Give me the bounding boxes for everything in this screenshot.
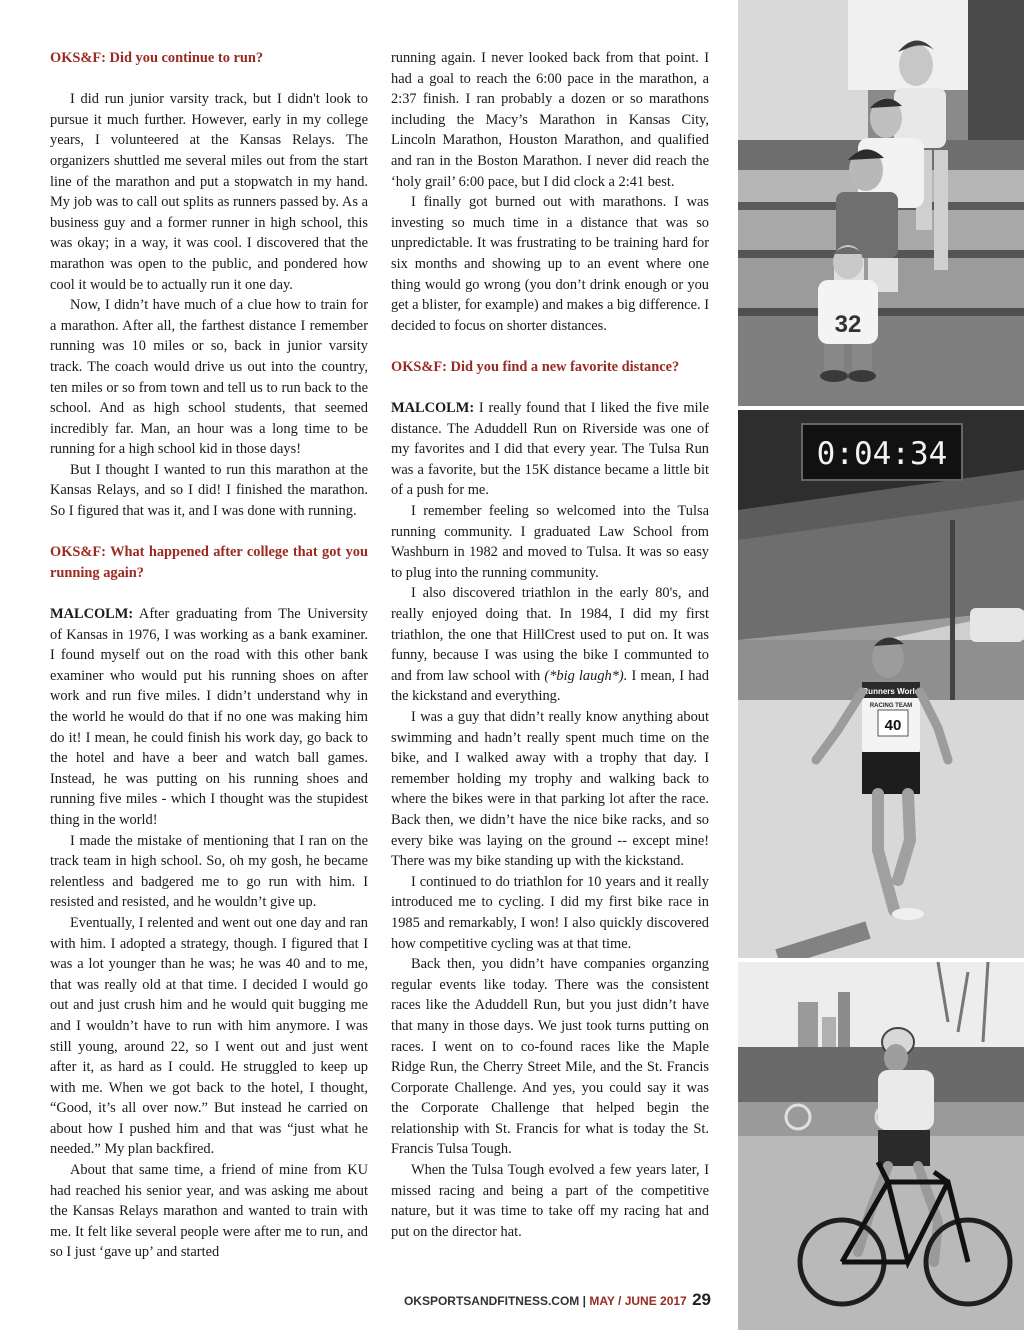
question-heading: OKS&F: Did you find a new favorite distance? <box>391 358 680 375</box>
answer-paragraph <box>50 604 368 831</box>
paragraph-text: I also discovered triathlon in the early 80's, and really enjoyed doing that. In 1984, I did my first triathlon, the one that HillCrest used to put on. It was funny, because I was using the bike I communted to and from law school with <box>391 585 709 684</box>
paragraph: I continued to do triathlon for 10 years and it really introduced me to cycling. I did my first bike race in 1985 and remarkably, I won! I also quickly discovered how competitive cycling was at that time. <box>391 873 709 952</box>
runner-photo <box>738 410 1024 958</box>
left-column <box>50 48 368 1263</box>
paragraph <box>391 583 709 707</box>
family-photo <box>738 0 1024 406</box>
paragraph: I did run junior varsity track, but I didn't look to pursue it much further. However, early in my college years, I volunteered at the Kansas Relays. The organizers shuttled me several miles out from the start line of the marathon and put a stopwatch in my hand. My job was to call out splits as runners passed by. As a business guy and a former runner in high school, this was okay; in a way, it was cool. I discovered that the marathon was open to the public, and pondered how cool it would be to actually run it one day. <box>50 91 368 293</box>
italic-aside: (*big laugh*). <box>544 667 628 684</box>
footer-site: OKSPORTSANDFITNESS.COM <box>403 1294 580 1308</box>
race-clock: 0:04:34 <box>816 436 948 472</box>
question-heading: OKS&F: What happened after college that got you running again? <box>50 544 368 581</box>
singlet-subtext: RACING TEAM <box>869 703 913 709</box>
paragraph: Now, I didn’t have much of a clue how to train for a marathon. After all, the farthest distance I remember running was 10 miles or so, back in junior varsity track. The coach would drive us out into the country, ten miles or so from town and tell us to run back to the school. And as high school students, that seemed incredibly far. Man, an hour was a long time to be running for a high school kid in those days! <box>50 297 368 458</box>
page-number: 29 <box>692 1290 711 1309</box>
paragraph: running again. I never looked back from that point. I had a goal to reach the 6:00 pace in the marathon, a 2:37 finish. I ran probably a dozen or so marathons including the Macy’s Marathon in Kansas City, Lincoln Marathon, Houston Marathon, and qualified and ran in the Boston Marathon. I never did reach the ‘holy grail’ 6:00 pace, but I did clock a 2:41 best. <box>391 50 709 190</box>
paragraph: I made the mistake of mentioning that I ran on the track team in high school. So, oh my gosh, he became relentless and badgered me to go run with him. I resisted and resisted, and he wouldn’t give up. <box>50 832 368 911</box>
runner-photo-image <box>738 410 1024 958</box>
race-bib: 40 <box>884 717 902 734</box>
paragraph: I remember feeling so welcomed into the Tulsa running community. I graduated Law School from Washburn in 1982 and moved to Tulsa. It was so easy to plug into the running community. <box>391 503 709 581</box>
footer-issue: MAY / JUNE 2017 <box>589 1294 687 1308</box>
answer-paragraph <box>391 398 709 501</box>
shirt-number: 32 <box>834 311 862 338</box>
page-footer <box>391 1290 711 1310</box>
speaker-label: MALCOLM: <box>50 606 134 623</box>
singlet-text: Runners World <box>862 687 920 696</box>
answer-text: I really found that I liked the five mile distance. The Aduddell Run on Riverside was one of my favorites and I did that every year. The Tulsa Run was a favorite, but the 15K distance became a little bit of a push for me. <box>391 400 709 499</box>
family-photo-image <box>738 0 1024 406</box>
speaker-label: MALCOLM: <box>391 400 475 417</box>
paragraph: I finally got burned out with marathons. I was investing so much time in a distance that was so unpredictable. It was frustrating to be training hard for six months and showing up to an event where one thing would go wrong (you don’t drink enough or you get a blister, for example) and makes a big difference. I decided to focus on shorter distances. <box>391 194 710 334</box>
cyclist-photo <box>738 962 1024 1330</box>
paragraph: Eventually, I relented and went out one day and ran with him. I adopted a strategy, though. I figured that I was a lot younger than he was; he was 40 and to me, that was really old at that time. I decided I would go out and just crush him and he would quit bugging me and I wouldn’t have to run with him anymore. I was still young, around 22, so I went out and just went after it, as hard as I could. He struggled to keep up with me. When we got back to the hotel, I thought, “Good, it’s all over now.” But instead he carried on about how I pushed him and that was “just what he needed.” My plan backfired. <box>50 914 368 1158</box>
question-heading: OKS&F: Did you continue to run? <box>50 50 264 66</box>
middle-column <box>391 48 709 1242</box>
paragraph: I was a guy that didn’t really know anything about swimming and hadn’t really spent much time on the bike, and I walked away with a trophy that day. I remember holding my trophy and walking back to where the bikes were in that parking lot after the race. Back then, we didn’t have the nice bike racks, and so every bike was laying on the ground -- except mine! There was my bike standing up with the kickstand. <box>391 709 709 870</box>
paragraph-text: I mean, I had the kickstand and everything. <box>391 667 709 705</box>
paragraph: When the Tulsa Tough evolved a few years later, I missed racing and being a part of the competitive nature, but it was time to take off my racing hat and put on the director hat. <box>391 1162 709 1240</box>
paragraph: But I thought I wanted to run this marathon at the Kansas Relays, and so I did! I finished the marathon. So I figured that was it, and I was done with running. <box>50 461 368 520</box>
paragraph: Back then, you didn’t have companies organzing regular events like today. There was the consistent races like the Aduddell Run, but you just didn’t have that many in those days. We just took turns putting on races. I went on to co-found races like the Maple Ridge Run, the Cherry Street Mile, and the St. Francis Corporate Challenge. And yes, you could say it was the Corporate Challenge that helped begin the relationship with St. Francis for what is today the St. Francis Tulsa Tough. <box>391 956 709 1158</box>
answer-text: After graduating from The University of Kansas in 1976, I was working as a bank examiner. I found myself out on the road with this other bank examiner who would put his running shoes on after work and run five miles. I didn’t understand why in the world he would do that if no one was making him do it! I mean, he could finish his work day, go back to the hotel and have a beer and watch ball games. Instead, he was putting on his running shoes and running five miles - which I thought was the stupidest thing in the world! <box>50 606 368 828</box>
paragraph: About that same time, a friend of mine from KU had reached his senior year, and was asking me about the Kansas Relays marathon and wanted to train with me. It felt like several people were after me to run, and so I just ‘gave up’ and started <box>50 1162 368 1261</box>
cyclist-photo-image <box>738 962 1024 1330</box>
footer-separator: | <box>582 1294 586 1308</box>
